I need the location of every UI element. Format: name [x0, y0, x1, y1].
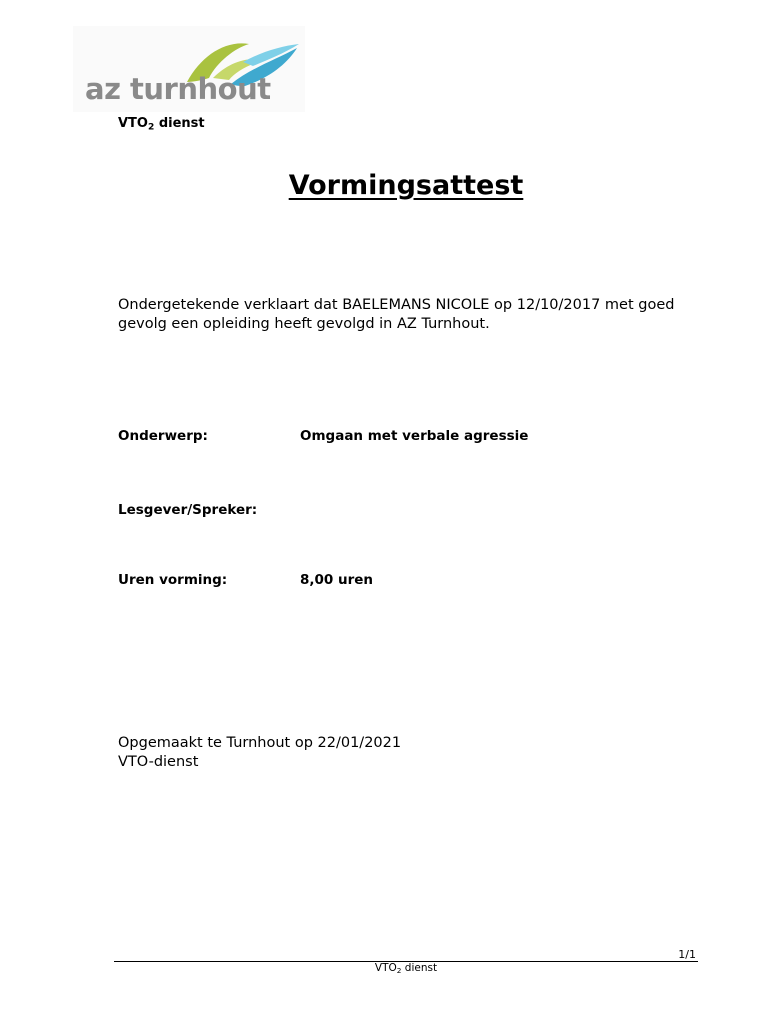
lesgever-label: Lesgever/Spreker: — [118, 502, 258, 518]
dept-main: VTO — [118, 116, 148, 131]
footer-dept-subscript: 2 — [396, 966, 402, 976]
uren-label: Uren vorming: — [118, 572, 228, 588]
department-header — [118, 116, 205, 131]
certification-statement: Ondergetekende verklaart dat BAELEMANS NICOLE op 12/10/2017 met goed gevolg een opleiding heeft gevolgd in AZ Turnhout. — [118, 297, 675, 332]
closing-block — [118, 734, 401, 772]
document-title: Vormingsattest — [288, 170, 524, 201]
onderwerp-value: Omgaan met verbale agressie — [300, 428, 529, 444]
dept-suffix: dienst — [154, 116, 205, 131]
page-number: 1/1 — [678, 948, 696, 961]
footer-department — [0, 962, 768, 974]
closing-signature: VTO-dienst — [118, 754, 199, 770]
az-turnhout-logo — [73, 26, 305, 112]
closing-place-date: Opgemaakt te Turnhout op 22/01/2021 — [118, 735, 402, 751]
dept-subscript: 2 — [147, 122, 155, 133]
logo-wordmark: az turnhout — [85, 72, 271, 106]
uren-value: 8,00 uren — [300, 572, 374, 588]
footer-dept-main: VTO — [374, 962, 397, 974]
footer-dept-suffix: dienst — [401, 962, 438, 974]
onderwerp-label: Onderwerp: — [118, 428, 208, 444]
